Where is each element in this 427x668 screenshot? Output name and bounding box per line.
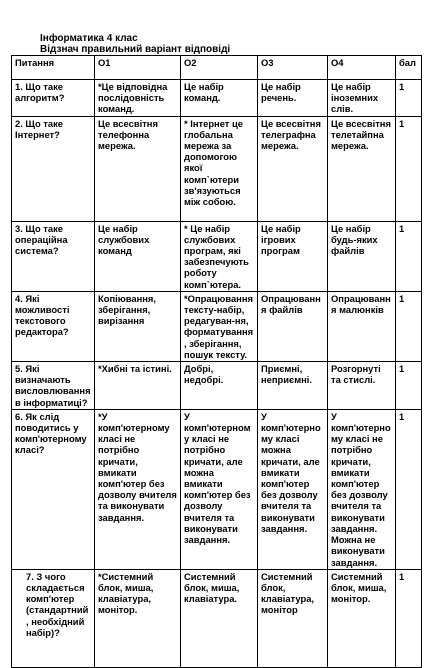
option-2-cell: Добрі, недобрі. (181, 362, 258, 410)
question-cell: 3. Що таке операційна система? (12, 221, 95, 291)
question-cell: 6. Як слід поводитись у комп'ютерному класі? (12, 409, 95, 569)
option-3-cell: Це всесвітня телеграфна мережа. (258, 116, 328, 221)
question-cell: 4. Які можливості текстового редактора? (12, 291, 95, 361)
option-4-cell: Розгорнуті та стислі. (328, 362, 396, 410)
header-option-1: О1 (95, 56, 181, 80)
quiz-table (11, 55, 422, 668)
option-4-cell: Це набір іноземних слів. (328, 80, 396, 117)
header-question: Питання (12, 56, 95, 80)
option-1-cell: Це набір службових команд (95, 221, 181, 291)
option-1-cell: Це всесвітня телефонна мережа. (95, 116, 181, 221)
option-3-cell: Опрацювання файлів (258, 291, 328, 361)
option-2-cell: Системний блок, миша, клавіатура. (181, 569, 258, 667)
option-4-cell: Системний блок, миша, монітор. (328, 569, 396, 667)
header-option-4: О4 (328, 56, 396, 80)
worksheet-subject-title: Інформатика 4 клас (40, 33, 138, 44)
question-cell: 5. Які визначають висловлювання в інформатиці? (12, 362, 95, 410)
table-row (12, 569, 422, 667)
option-3-cell: У комп'ютерному класі можна кричати, але вмикати комп'ютер без дозволу вчителя та виконувати завдання. (258, 409, 328, 569)
question-cell: 2. Що таке Інтернет? (12, 116, 95, 221)
option-4-cell: Це всесвітня телетайпна мережа. (328, 116, 396, 221)
header-score: бал (396, 56, 422, 80)
score-cell: 1 (396, 291, 422, 361)
option-3-cell: Це набір речень. (258, 80, 328, 117)
option-2-cell: У комп'ютерному класі не потрібно кричати, але можна вмикати комп'ютер без дозволу вчителя та виконувати завдання. (181, 409, 258, 569)
question-cell: 1. Що таке алгоритм? (12, 80, 95, 117)
score-cell: 1 (396, 362, 422, 410)
worksheet-instructions: Відзнач правильний варіант відповіді (40, 44, 231, 55)
option-1-cell: Копіювання, зберігання, вирізання (95, 291, 181, 361)
option-2-cell: * Це набір службових програм, які забезпечують роботу комп`ютера. (181, 221, 258, 291)
table-row (12, 116, 422, 221)
table-row (12, 362, 422, 410)
header-option-3: О3 (258, 56, 328, 80)
option-4-cell: Це набір будь-яких файлів (328, 221, 396, 291)
option-4-cell: Опрацювання малюнків (328, 291, 396, 361)
option-1-cell: *У комп'ютерному класі не потрібно кричати, вмикати комп'ютер без дозволу вчителя та виконувати завдання. (95, 409, 181, 569)
table-row (12, 409, 422, 569)
header-option-2: О2 (181, 56, 258, 80)
score-cell: 1 (396, 80, 422, 117)
option-2-cell: * Інтернет це глобальна мережа за допомогою якої комп`ютери зв'язуються між собою. (181, 116, 258, 221)
score-cell: 1 (396, 221, 422, 291)
option-3-cell: Приємні, неприємні. (258, 362, 328, 410)
option-2-cell: Це набір команд. (181, 80, 258, 117)
option-3-cell: Системний блок, клавіатура, монітор (258, 569, 328, 667)
score-cell: 1 (396, 116, 422, 221)
table-header-row (12, 56, 422, 80)
option-3-cell: Це набір ігрових програм (258, 221, 328, 291)
score-cell: 1 (396, 569, 422, 667)
score-cell: 1 (396, 409, 422, 569)
option-2-cell: *Опрацювання тексту-набір, редагуван-ня, форматування, зберігання, пошук тексту. (181, 291, 258, 361)
table-row (12, 291, 422, 361)
option-4-cell: У комп'ютерному класі не потрібно кричати, вмикати комп'ютер без дозволу вчителя та виконувати завдання. Можна не виконувати завдання. (328, 409, 396, 569)
option-1-cell: *Системний блок, миша, клавіатура, монітор. (95, 569, 181, 667)
question-cell: 7. З чого складається комп'ютер (стандартний , необхідний набір)? (12, 569, 95, 667)
option-1-cell: *Це відповідна послідовність команд. (95, 80, 181, 117)
option-1-cell: *Хибні та істині. (95, 362, 181, 410)
table-row (12, 80, 422, 117)
table-row (12, 221, 422, 291)
